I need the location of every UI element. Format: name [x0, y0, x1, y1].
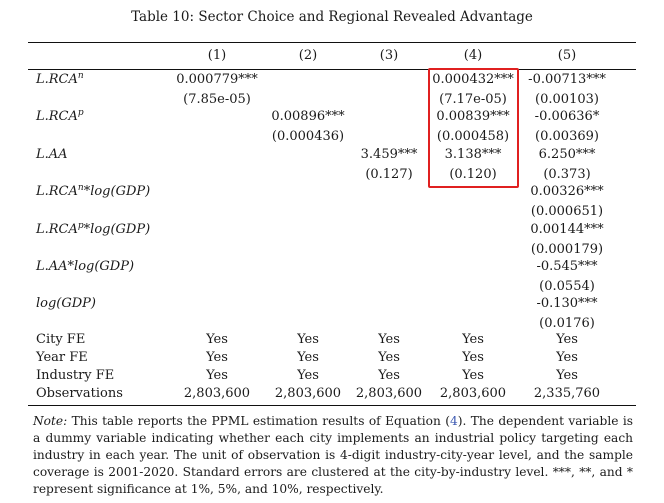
standard-error-cell: (0.373) — [543, 167, 591, 182]
standard-error-cell: (0.120) — [449, 167, 497, 182]
standard-error-cell: (0.00103) — [535, 92, 599, 107]
coefficient-cell: 0.00144*** — [530, 222, 604, 237]
fixed-effect-label: Industry FE — [36, 368, 115, 383]
fixed-effect-cell: Yes — [556, 350, 578, 365]
standard-error-cell: (7.17e-05) — [439, 92, 507, 107]
fixed-effect-cell: Yes — [297, 350, 319, 365]
row-label — [36, 296, 96, 312]
observations-label: Observations — [36, 386, 123, 401]
row-label — [36, 147, 68, 163]
coefficient-cell: -0.00713*** — [528, 72, 606, 87]
observations-cell: 2,335,760 — [533, 386, 601, 401]
row-label-superscript: n — [77, 71, 84, 81]
equation-reference-link[interactable]: 4 — [450, 414, 458, 428]
row-label-base: L.RCA — [36, 184, 78, 199]
coefficient-cell: 0.000432*** — [432, 72, 514, 87]
standard-error-cell: (0.000651) — [530, 204, 604, 219]
table-caption: Table 10: Sector Choice and Regional Revealed Advantage — [131, 9, 533, 25]
fixed-effect-cell: Yes — [462, 332, 484, 347]
fixed-effect-cell: Yes — [462, 368, 484, 383]
row-label-superscript: p — [77, 221, 84, 231]
standard-error-cell: (0.000458) — [436, 129, 510, 144]
coefficient-cell: 0.000779*** — [176, 72, 258, 87]
row-label — [36, 222, 150, 238]
coefficient-cell: 0.00896*** — [271, 109, 345, 124]
header-rule — [28, 69, 636, 70]
top-rule — [28, 42, 636, 43]
row-label-base: log(GDP) — [36, 296, 97, 311]
coefficient-cell: 6.250*** — [538, 147, 596, 162]
row-label-base: L.RCA — [36, 222, 78, 237]
fixed-effect-cell: Yes — [378, 368, 400, 383]
standard-error-cell: (0.000179) — [530, 242, 604, 257]
observations-cell: 2,803,600 — [355, 386, 423, 401]
row-label-base: L.RCA — [36, 109, 78, 124]
row-label-base: L.AA — [36, 147, 68, 162]
highlight-box — [428, 68, 519, 188]
fixed-effect-cell: Yes — [378, 350, 400, 365]
bottom-rule — [28, 405, 636, 406]
column-header-5: (5) — [557, 48, 577, 63]
column-header-2: (2) — [298, 48, 318, 63]
table-note — [33, 413, 633, 498]
column-header-1: (1) — [207, 48, 227, 63]
fixed-effect-label: City FE — [36, 332, 86, 347]
coefficient-cell: -0.00636* — [534, 109, 600, 124]
row-label-base: L.RCA — [36, 72, 78, 87]
coefficient-cell: 0.00839*** — [436, 109, 510, 124]
row-label-suffix: *log(GDP) — [83, 222, 151, 237]
standard-error-cell: (7.85e-05) — [183, 92, 251, 107]
fixed-effect-cell: Yes — [297, 368, 319, 383]
fixed-effect-cell: Yes — [297, 332, 319, 347]
row-label — [36, 259, 134, 275]
fixed-effect-cell: Yes — [462, 350, 484, 365]
fixed-effect-cell: Yes — [206, 368, 228, 383]
fixed-effect-cell: Yes — [556, 332, 578, 347]
coefficient-cell: -0.130*** — [536, 296, 598, 311]
column-header-3: (3) — [379, 48, 399, 63]
coefficient-cell: -0.545*** — [536, 259, 598, 274]
row-label — [36, 109, 84, 125]
coefficient-cell: 3.138*** — [444, 147, 502, 162]
row-label-suffix: *log(GDP) — [83, 184, 151, 199]
standard-error-cell: (0.00369) — [535, 129, 599, 144]
fixed-effect-cell: Yes — [556, 368, 578, 383]
row-label-superscript: p — [77, 108, 84, 118]
row-label — [36, 184, 150, 200]
fixed-effect-cell: Yes — [206, 350, 228, 365]
column-header-4: (4) — [463, 48, 483, 63]
note-text-2: ). The dependent variable is a dummy variable indicating whether each city implements an industrial policy targeting each industry in each year. The unit of observation is 4-digit industry-city-year level, and the sample coverage is 2001-2020. Standard errors are clustered at the city-by-industry level. ***, **, and * represent significance at 1%, 5%, and 10%, respectively. — [33, 414, 633, 496]
standard-error-cell: (0.000436) — [271, 129, 345, 144]
fixed-effect-cell: Yes — [378, 332, 400, 347]
observations-cell: 2,803,600 — [439, 386, 507, 401]
note-lead: Note: — [33, 414, 68, 428]
coefficient-cell: 3.459*** — [360, 147, 418, 162]
standard-error-cell: (0.0176) — [539, 316, 595, 331]
standard-error-cell: (0.127) — [365, 167, 413, 182]
note-text-1: This table reports the PPML estimation results of Equation ( — [67, 414, 451, 428]
coefficient-cell: 0.00326*** — [530, 184, 604, 199]
row-label-superscript: n — [77, 183, 84, 193]
observations-cell: 2,803,600 — [274, 386, 342, 401]
fixed-effect-cell: Yes — [206, 332, 228, 347]
row-label — [36, 72, 84, 88]
observations-cell: 2,803,600 — [183, 386, 251, 401]
fixed-effect-label: Year FE — [36, 350, 88, 365]
standard-error-cell: (0.0554) — [539, 279, 595, 294]
row-label-base: L.AA*log(GDP) — [36, 259, 135, 274]
